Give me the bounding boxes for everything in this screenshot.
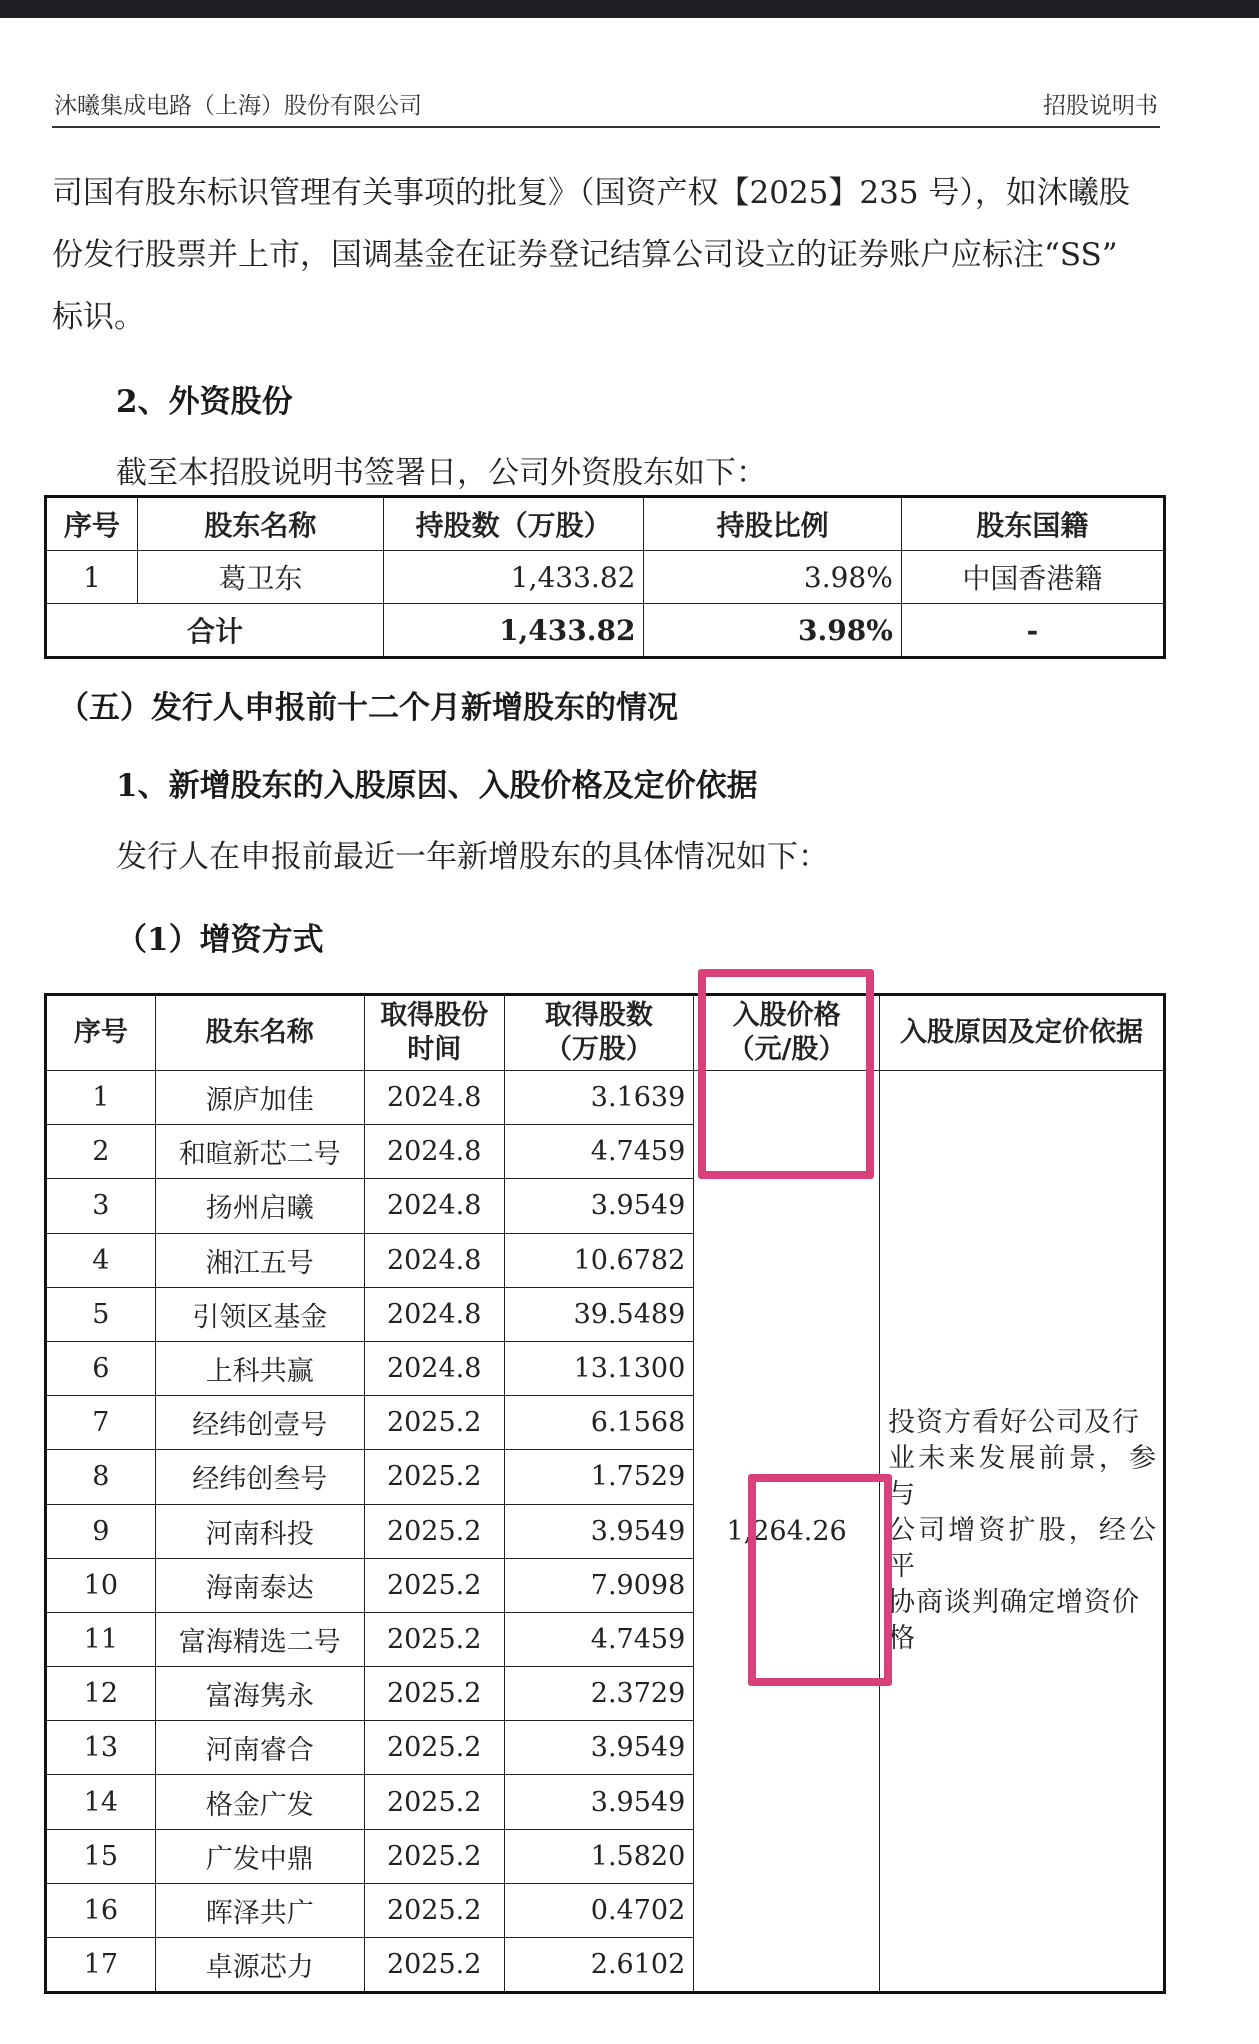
column-header: 取得股份 时间 bbox=[364, 995, 504, 1071]
row-number: 12 bbox=[46, 1667, 156, 1721]
row-number: 7 bbox=[46, 1396, 156, 1450]
pricing-reason bbox=[879, 1071, 1164, 1993]
row-number: 13 bbox=[46, 1721, 156, 1775]
foreign-shareholder-table bbox=[44, 495, 1166, 659]
column-header: 序号 bbox=[46, 497, 138, 551]
share-count: 1,433.82 bbox=[383, 551, 644, 604]
shares-acquired: 1.7529 bbox=[504, 1450, 694, 1504]
shares-acquired: 6.1568 bbox=[504, 1396, 694, 1450]
acquisition-time: 2024.8 bbox=[364, 1341, 504, 1395]
foreign-shares-heading: 2、外资股份 bbox=[116, 384, 293, 420]
column-header: 序号 bbox=[46, 995, 156, 1071]
row-number: 4 bbox=[46, 1233, 156, 1287]
acquisition-time: 2024.8 bbox=[364, 1071, 504, 1125]
total-shares: 1,433.82 bbox=[383, 604, 644, 658]
row-number: 6 bbox=[46, 1341, 156, 1395]
shares-acquired: 0.4702 bbox=[504, 1883, 694, 1937]
row-number: 10 bbox=[46, 1558, 156, 1612]
row-number: 9 bbox=[46, 1504, 156, 1558]
shareholder-name: 扬州启曦 bbox=[155, 1179, 364, 1233]
shares-acquired: 3.9549 bbox=[504, 1721, 694, 1775]
intro-line: 司国有股东标识管理有关事项的批复》（国资产权【2025】235 号），如沐曦股 bbox=[52, 175, 1130, 211]
acquisition-time: 2025.2 bbox=[364, 1883, 504, 1937]
entry-price: 1,264.26 bbox=[694, 1071, 880, 1993]
shares-acquired: 2.3729 bbox=[504, 1667, 694, 1721]
shares-acquired: 13.1300 bbox=[504, 1341, 694, 1395]
row-number: 16 bbox=[46, 1883, 156, 1937]
new-shareholder-table bbox=[44, 993, 1166, 1994]
shares-acquired: 1.5820 bbox=[504, 1829, 694, 1883]
column-header: 股东名称 bbox=[137, 497, 383, 551]
total-row bbox=[46, 604, 1165, 658]
shares-acquired: 4.7459 bbox=[504, 1612, 694, 1666]
acquisition-time: 2025.2 bbox=[364, 1775, 504, 1829]
acquisition-time: 2024.8 bbox=[364, 1179, 504, 1233]
shares-acquired: 3.9549 bbox=[504, 1775, 694, 1829]
row-number: 2 bbox=[46, 1125, 156, 1179]
acquisition-time: 2025.2 bbox=[364, 1558, 504, 1612]
pricing-reason-line: 格 bbox=[887, 1623, 916, 1655]
total-label: 合计 bbox=[46, 604, 384, 658]
shareholder-name: 卓源芯力 bbox=[155, 1938, 364, 1993]
total-ratio: 3.98% bbox=[644, 604, 901, 658]
shareholder-name: 经纬创壹号 bbox=[155, 1396, 364, 1450]
foreign-shares-text: 截至本招股说明书签署日，公司外资股东如下： bbox=[116, 455, 767, 491]
acquisition-time: 2025.2 bbox=[364, 1504, 504, 1558]
acquisition-time: 2025.2 bbox=[364, 1721, 504, 1775]
column-header: 入股价格 （元/股） bbox=[694, 995, 880, 1071]
row-number: 17 bbox=[46, 1938, 156, 1993]
column-header: 入股原因及定价依据 bbox=[879, 995, 1164, 1071]
row-number: 3 bbox=[46, 1179, 156, 1233]
table-row bbox=[46, 551, 1165, 604]
shareholder-name: 晖泽共广 bbox=[155, 1883, 364, 1937]
pricing-reason-line: 公司增资扩股，经公平 bbox=[887, 1515, 1157, 1583]
pricing-reason-line: 协商谈判确定增资价 bbox=[887, 1587, 1140, 1619]
acquisition-time: 2025.2 bbox=[364, 1829, 504, 1883]
shareholder-name: 源庐加佳 bbox=[155, 1071, 364, 1125]
shares-acquired: 3.9549 bbox=[504, 1504, 694, 1558]
shares-acquired: 2.6102 bbox=[504, 1938, 694, 1993]
shareholder-name: 格金广发 bbox=[155, 1775, 364, 1829]
new-shareholders-heading: （五）发行人申报前十二个月新增股东的情况 bbox=[58, 690, 678, 726]
shareholder-name: 经纬创叁号 bbox=[155, 1450, 364, 1504]
shares-acquired: 39.5489 bbox=[504, 1287, 694, 1341]
shareholder-name: 河南科投 bbox=[155, 1504, 364, 1558]
pricing-reason-line: 投资方看好公司及行 bbox=[887, 1407, 1140, 1439]
total-nationality: - bbox=[901, 604, 1164, 658]
shareholder-name: 葛卫东 bbox=[137, 551, 383, 604]
row-number: 8 bbox=[46, 1450, 156, 1504]
highlight-box-price-value bbox=[748, 1474, 892, 1686]
row-number: 5 bbox=[46, 1287, 156, 1341]
acquisition-time: 2025.2 bbox=[364, 1667, 504, 1721]
shareholder-name: 海南泰达 bbox=[155, 1558, 364, 1612]
shares-acquired: 7.9098 bbox=[504, 1558, 694, 1612]
acquisition-time: 2025.2 bbox=[364, 1396, 504, 1450]
capital-increase-heading: （1）增资方式 bbox=[116, 922, 324, 958]
table-header-row bbox=[46, 995, 1165, 1071]
shareholder-name: 和暄新芯二号 bbox=[155, 1125, 364, 1179]
column-header: 持股数（万股） bbox=[383, 497, 644, 551]
row-number: 11 bbox=[46, 1612, 156, 1666]
nationality: 中国香港籍 bbox=[901, 551, 1164, 604]
page-header bbox=[52, 80, 1160, 128]
screen-top-bar bbox=[0, 0, 1259, 18]
row-number: 1 bbox=[46, 551, 138, 604]
document-type: 招股说明书 bbox=[1043, 93, 1158, 119]
acquisition-time: 2025.2 bbox=[364, 1938, 504, 1993]
acquisition-time: 2024.8 bbox=[364, 1233, 504, 1287]
shareholder-name: 引领区基金 bbox=[155, 1287, 364, 1341]
share-ratio: 3.98% bbox=[644, 551, 901, 604]
column-header: 股东国籍 bbox=[901, 497, 1164, 551]
document-page bbox=[0, 18, 1259, 2044]
shareholder-name: 富海精选二号 bbox=[155, 1612, 364, 1666]
company-name: 沐曦集成电路（上海）股份有限公司 bbox=[54, 93, 422, 119]
shareholder-name: 河南睿合 bbox=[155, 1721, 364, 1775]
column-header: 持股比例 bbox=[644, 497, 901, 551]
table-header-row bbox=[46, 497, 1165, 551]
pricing-reason-line: 业未来发展前景，参与 bbox=[887, 1443, 1157, 1511]
shares-acquired: 10.6782 bbox=[504, 1233, 694, 1287]
acquisition-time: 2024.8 bbox=[364, 1125, 504, 1179]
shareholder-name: 广发中鼎 bbox=[155, 1829, 364, 1883]
acquisition-time: 2025.2 bbox=[364, 1450, 504, 1504]
row-number: 1 bbox=[46, 1071, 156, 1125]
shares-acquired: 4.7459 bbox=[504, 1125, 694, 1179]
shareholder-name: 富海隽永 bbox=[155, 1667, 364, 1721]
table-row bbox=[46, 1071, 1165, 1125]
row-number: 15 bbox=[46, 1829, 156, 1883]
shareholder-name: 上科共赢 bbox=[155, 1341, 364, 1395]
new-shareholders-subheading: 1、新增股东的入股原因、入股价格及定价依据 bbox=[116, 768, 758, 804]
intro-line: 标识。 bbox=[52, 299, 145, 335]
row-number: 14 bbox=[46, 1775, 156, 1829]
column-header: 取得股数 （万股） bbox=[504, 995, 694, 1071]
column-header: 股东名称 bbox=[155, 995, 364, 1071]
intro-line: 份发行股票并上市，国调基金在证券登记结算公司设立的证券账户应标注“SS” bbox=[52, 237, 1118, 273]
acquisition-time: 2024.8 bbox=[364, 1287, 504, 1341]
acquisition-time: 2025.2 bbox=[364, 1612, 504, 1666]
new-shareholders-text: 发行人在申报前最近一年新增股东的具体情况如下： bbox=[116, 839, 829, 875]
highlight-box-price-header bbox=[698, 969, 874, 1179]
shares-acquired: 3.1639 bbox=[504, 1071, 694, 1125]
shares-acquired: 3.9549 bbox=[504, 1179, 694, 1233]
shareholder-name: 湘江五号 bbox=[155, 1233, 364, 1287]
